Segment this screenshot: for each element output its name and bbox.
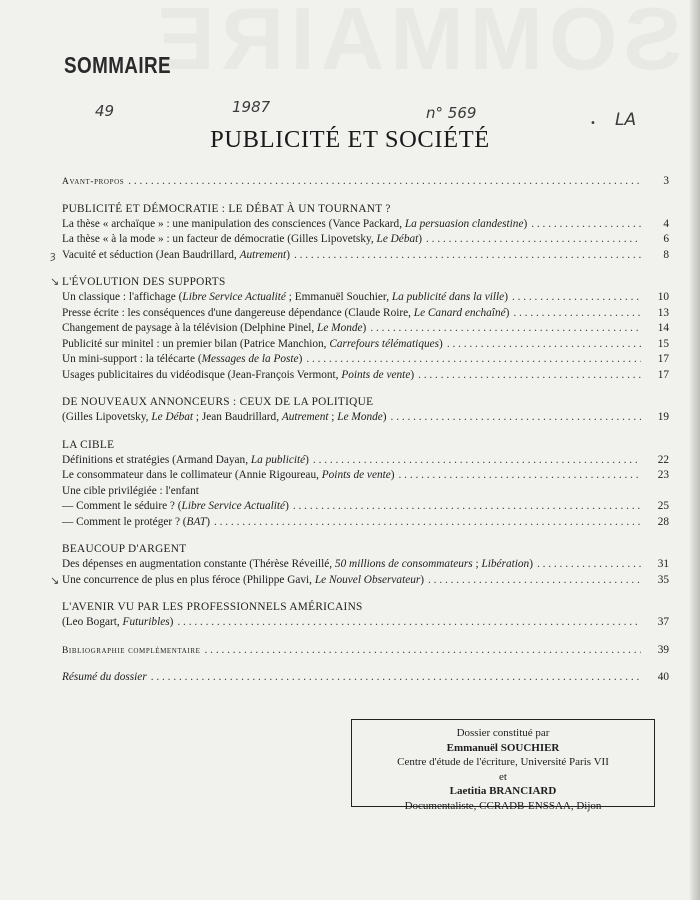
page-number: 37 — [657, 616, 669, 628]
handwritten-note: • — [590, 118, 596, 129]
source-title: Le Débat — [376, 233, 419, 245]
entry-text: Définitions et stratégies (Armand Dayan, — [62, 453, 251, 466]
author-name: Emmanuël SOUCHIER — [446, 741, 560, 754]
dot-leader — [293, 499, 641, 515]
section-heading[interactable]: PUBLICITÉ ET DÉMOCRATIE : LE DÉBAT À UN TOURNANT ? — [62, 202, 391, 215]
entry-text: ) — [529, 558, 533, 570]
entry-text: ) — [286, 248, 290, 261]
toc-entry[interactable] — [62, 468, 669, 484]
pencil-mark: ȝ — [50, 248, 56, 262]
entry-text: (Gilles Lipovetsky, — [62, 411, 152, 423]
toc-entry-title — [62, 410, 387, 426]
section-heading[interactable]: LA CIBLE — [62, 438, 115, 451]
toc-entry-label: Résumé du dossier — [62, 671, 147, 683]
entry-text: ) — [362, 322, 367, 334]
source-title: La persuasion clandestine — [404, 217, 524, 230]
author-affiliation: Documentaliste, CCRADB-ENSSAA, Dijon — [404, 799, 602, 812]
toc-section — [50, 542, 669, 588]
toc-entry-bibliographie[interactable] — [62, 643, 669, 659]
page-number: 3 — [663, 175, 669, 187]
page-number: 35 — [657, 573, 669, 586]
toc-section — [62, 438, 669, 531]
entry-text: (Leo Bogart, — [62, 616, 123, 628]
toc-entry[interactable] — [62, 368, 669, 384]
dot-leader — [428, 573, 641, 589]
toc-entry-title — [62, 615, 173, 631]
page-number: 40 — [657, 671, 669, 683]
page-number: 14 — [657, 322, 669, 334]
toc-entry-avant-propos[interactable] — [62, 174, 669, 190]
entry-text: ) — [169, 616, 174, 628]
source-title: La publicité dans la ville — [391, 291, 505, 303]
handwritten-note: 49 — [95, 102, 115, 120]
dot-leader — [426, 232, 641, 248]
source-title: La publicité — [250, 453, 306, 466]
toc-entry-resume[interactable] — [62, 670, 669, 686]
toc-entry-title — [62, 453, 309, 469]
source-title: Libre Service Actualité — [181, 500, 286, 512]
toc-entry[interactable] — [62, 453, 669, 469]
author-affiliation: Centre d'étude de l'écriture, Université Paris VII — [397, 756, 609, 768]
dot-leader — [418, 368, 641, 384]
entry-text: ) — [420, 573, 425, 586]
toc-entry-title — [62, 573, 424, 589]
credits-conjunction: et — [499, 770, 507, 783]
entry-text: Presse écrite : les conséquences d'une dangereuse dépendance (Claude Roire, — [62, 306, 414, 319]
toc-entry-label: Avant-propos — [62, 177, 125, 187]
source-title: Libre Service Actualité — [182, 291, 286, 303]
page-number: 4 — [663, 217, 669, 230]
source-title: Le Monde — [337, 411, 383, 423]
credits-box — [351, 719, 655, 812]
credits-intro: Dossier constitué par — [456, 727, 550, 739]
entry-text: ) — [418, 233, 423, 245]
page-number: 15 — [657, 337, 669, 350]
sommaire-heading: SOMMAIRE — [64, 52, 172, 78]
entry-text: La thèse « archaïque » : une manipulation des consciences (Vance Packard, — [62, 217, 405, 230]
page-number: 31 — [657, 558, 669, 570]
handwritten-note: 1987 — [232, 98, 271, 116]
source-title: Le Monde — [317, 322, 363, 334]
entry-text: Publicité sur minitel : un premier bilan (Patrice Manchion, — [62, 337, 330, 350]
toc-entry-title — [62, 352, 302, 368]
toc-section — [50, 202, 669, 264]
toc-entry-title — [62, 515, 210, 531]
dot-leader — [537, 557, 641, 573]
toc-entry[interactable] — [62, 410, 669, 426]
source-title: Autrement — [239, 248, 287, 261]
table-of-contents — [50, 174, 669, 698]
page-number: 10 — [657, 291, 669, 303]
source-title: Carrefours télématiques — [329, 337, 440, 350]
page-number: 8 — [663, 248, 669, 261]
page-number: 25 — [657, 500, 669, 512]
entry-text: ) — [505, 306, 510, 319]
source-title: Points de vente — [341, 368, 411, 381]
entry-text: ) — [439, 337, 443, 350]
page-number: 17 — [657, 368, 669, 381]
section-heading[interactable]: BEAUCOUP D'ARGENT — [62, 543, 187, 555]
pencil-mark: ↘ — [50, 573, 60, 587]
section-heading[interactable]: L'ÉVOLUTION DES SUPPORTS — [62, 276, 226, 288]
toc-entry[interactable] — [62, 484, 669, 500]
toc-entry[interactable] — [62, 232, 669, 248]
entry-text: ) — [523, 217, 528, 230]
source-title: Autrement — [281, 411, 329, 423]
entry-text: Usages publicitaires du vidéodisque (Jean-François Vermont, — [62, 368, 342, 381]
entry-text: ) — [410, 368, 415, 381]
source-title: 50 millions de consommateurs — [334, 558, 473, 570]
entry-text: — Comment le séduire ? ( — [62, 500, 182, 512]
toc-entry[interactable] — [62, 352, 669, 368]
toc-entry[interactable] — [62, 615, 669, 631]
source-title: BAT — [186, 515, 207, 528]
source-title: Le Canard enchaîné — [413, 306, 506, 319]
dot-leader — [531, 217, 641, 233]
entry-text: La thèse « à la mode » : un facteur de démocratie (Gilles Lipovetsky, — [62, 233, 377, 245]
entry-text: Un mini-support : la télécarte ( — [62, 353, 202, 365]
source-title: Le Nouvel Observateur — [314, 573, 421, 586]
page-number: 39 — [657, 643, 669, 656]
toc-sections — [50, 202, 669, 631]
dot-leader — [370, 321, 641, 337]
handwritten-note: n° 569 — [426, 104, 477, 122]
page-number: 13 — [657, 306, 669, 319]
entry-text: ; Emmanuël Souchier, — [285, 291, 392, 303]
source-title: Le Débat — [151, 411, 194, 423]
toc-entry-title — [62, 290, 508, 306]
toc-entry[interactable] — [62, 290, 669, 306]
entry-text: Le consommateur dans le collimateur (Annie Rigoureau, — [62, 469, 322, 481]
toc-entry[interactable] — [62, 217, 669, 233]
page-number: 28 — [657, 515, 669, 528]
dot-leader — [214, 515, 641, 531]
entry-text: Une cible privilégiée : l'enfant — [62, 484, 199, 497]
toc-entry-title — [62, 368, 414, 384]
toc-entry[interactable] — [62, 499, 669, 515]
dot-leader — [447, 337, 641, 353]
entry-text: ) — [382, 411, 387, 423]
pencil-mark: ↘ — [50, 275, 60, 288]
entry-text: ) — [298, 353, 303, 365]
toc-entry[interactable] — [50, 573, 669, 589]
entry-text: ; Jean Baudrillard, — [193, 411, 282, 423]
entry-text: ) — [305, 453, 309, 466]
toc-entry[interactable] — [62, 515, 669, 531]
toc-section — [62, 600, 669, 631]
entry-text: Changement de paysage à la télévision (Delphine Pinel, — [62, 322, 318, 334]
entry-text: Une concurrence de plus en plus féroce (Philippe Gavi, — [62, 573, 315, 586]
entry-text: Un classique : l'affichage ( — [62, 291, 183, 303]
handwritten-note: LA — [615, 110, 637, 130]
section-heading[interactable]: L'AVENIR VU PAR LES PROFESSIONNELS AMÉRICAINS — [62, 601, 363, 613]
toc-section — [50, 275, 669, 383]
source-title: Points de vente — [321, 469, 391, 481]
dot-leader — [399, 468, 641, 484]
page-title: PUBLICITÉ ET SOCIÉTÉ — [210, 126, 490, 153]
entry-text: Des dépenses en augmentation constante (Thérèse Réveillé, — [62, 558, 335, 570]
toc-entry-title — [62, 499, 289, 515]
entry-text: ) — [390, 469, 395, 481]
toc-entry-title — [62, 557, 533, 573]
source-title: Futuribles — [122, 616, 170, 628]
page-number: 6 — [663, 233, 669, 245]
author-name: Laetitia BRANCIARD — [449, 785, 557, 797]
page-number: 22 — [657, 453, 669, 466]
toc-entry[interactable] — [62, 321, 669, 337]
toc-entry-title — [62, 306, 509, 322]
dot-leader — [177, 615, 641, 631]
toc-entry[interactable] — [62, 337, 669, 353]
section-heading[interactable]: DE NOUVEAUX ANNONCEURS : CEUX DE LA POLITIQUE — [62, 396, 374, 408]
page-number: 17 — [657, 353, 669, 365]
dot-leader — [512, 290, 641, 306]
entry-text: ) — [504, 291, 508, 303]
toc-entry[interactable] — [62, 306, 669, 322]
entry-text: ) — [285, 500, 289, 512]
toc-entry[interactable] — [50, 248, 669, 264]
toc-entry-title — [62, 484, 199, 500]
dot-leader — [391, 410, 641, 426]
entry-text: ) — [206, 515, 210, 528]
entry-text: Vacuité et séduction (Jean Baudrillard, — [62, 248, 240, 261]
dot-leader — [205, 643, 641, 659]
toc-entry-title — [62, 217, 527, 233]
page-number: 19 — [657, 411, 669, 423]
toc-entry-title — [62, 232, 422, 248]
entry-text: ; — [472, 558, 482, 570]
dot-leader — [313, 453, 641, 469]
source-title: Messages de la Poste — [201, 353, 299, 365]
toc-entry-title — [62, 321, 366, 337]
entry-text: ; — [328, 411, 338, 423]
toc-entry-title — [62, 248, 290, 264]
source-title: Libération — [481, 558, 530, 570]
dot-leader — [294, 248, 641, 264]
toc-entry-title — [62, 337, 443, 353]
show-through-text — [150, 0, 682, 90]
dot-leader — [128, 174, 641, 190]
dot-leader — [151, 670, 641, 686]
page-number: 23 — [657, 469, 669, 481]
toc-entry-title — [62, 468, 395, 484]
toc-entry[interactable] — [62, 557, 669, 573]
dot-leader — [513, 306, 641, 322]
dot-leader — [306, 352, 641, 368]
toc-section — [62, 395, 669, 426]
entry-text: — Comment le protéger ? ( — [62, 515, 187, 528]
toc-entry-label: Bibliographie complémentaire — [62, 645, 201, 656]
